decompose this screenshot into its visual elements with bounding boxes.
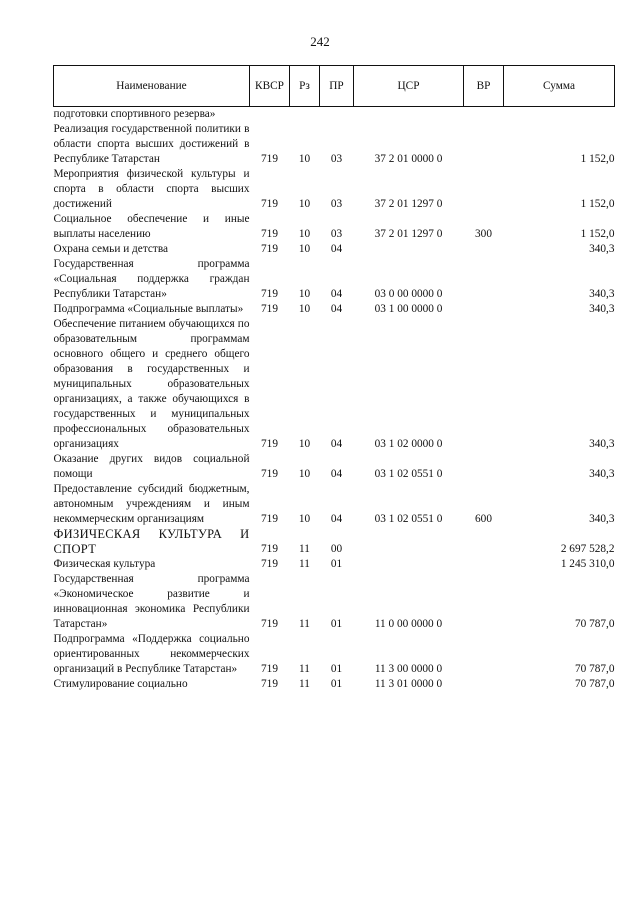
- row-sum: [504, 107, 615, 123]
- row-pr: 03: [330, 198, 343, 210]
- row-rz: 11: [299, 558, 310, 570]
- row-kvsr: 719: [261, 303, 278, 315]
- row-rz: 10: [298, 228, 311, 240]
- table-row: [54, 212, 615, 242]
- row-pr: 04: [330, 513, 343, 525]
- row-pr: 04: [330, 438, 343, 450]
- table-body: [54, 107, 615, 693]
- row-vr: [464, 317, 504, 452]
- header-name: Наименование: [54, 66, 250, 107]
- header-csr: ЦСР: [354, 66, 464, 107]
- row-name: Подпрограмма «Социальные выплаты»: [53, 303, 244, 315]
- row-kvsr: 719: [261, 468, 278, 480]
- row-vr: [464, 572, 504, 632]
- row-sum: 1 152,0: [580, 153, 615, 165]
- row-name: Государственная программа «Экономическое развитие и инновационная экономика Республики Татарстан»: [53, 573, 250, 630]
- row-rz: 10: [298, 513, 311, 525]
- row-name: Социальное обеспечение и иные выплаты населению: [53, 213, 250, 240]
- row-name: Оказание других видов социальной помощи: [53, 453, 250, 480]
- table-row: [54, 572, 615, 632]
- row-vr: [464, 527, 504, 557]
- row-vr: [464, 677, 504, 692]
- row-csr: 03 1 02 0551 0: [374, 513, 443, 525]
- budget-table: [53, 65, 615, 692]
- row-name: Мероприятия физической культуры и спорта в области спорта высших достижений: [53, 168, 250, 210]
- row-rz: 11: [299, 678, 310, 690]
- table-row: [54, 122, 615, 167]
- row-csr: 11 3 00 0000 0: [374, 663, 443, 675]
- table-row: [54, 632, 615, 677]
- row-pr: 01: [330, 678, 343, 690]
- row-pr: 04: [330, 288, 343, 300]
- row-pr: 00: [330, 543, 343, 555]
- row-rz: 10: [298, 153, 311, 165]
- row-vr: [464, 122, 504, 167]
- table-row: [54, 242, 615, 257]
- row-csr: 03 1 00 0000 0: [374, 303, 443, 315]
- row-name: Государственная программа «Социальная поддержка граждан Республики Татарстан»: [53, 258, 250, 300]
- table-row: [54, 482, 615, 527]
- row-csr: 37 2 01 0000 0: [374, 153, 443, 165]
- row-vr: [464, 242, 504, 257]
- header-pr: ПР: [320, 66, 354, 107]
- row-vr: [464, 302, 504, 317]
- row-name: Охрана семьи и детства: [53, 243, 169, 255]
- row-sum: 1 152,0: [580, 228, 615, 240]
- row-pr: 01: [330, 663, 343, 675]
- row-kvsr: 719: [261, 618, 278, 630]
- row-csr: [354, 557, 464, 572]
- row-pr: 03: [330, 153, 343, 165]
- row-kvsr: 719: [261, 678, 278, 690]
- table-row: [54, 257, 615, 302]
- row-csr: 11 3 01 0000 0: [374, 678, 443, 690]
- row-kvsr: 719: [261, 663, 278, 675]
- row-name: Реализация государственной политики в области спорта высших достижений в Республике Татарстан: [53, 123, 250, 165]
- row-vr: [464, 452, 504, 482]
- table-row: [54, 452, 615, 482]
- row-csr: 03 0 00 0000 0: [374, 288, 443, 300]
- row-csr: 03 1 02 0551 0: [374, 468, 443, 480]
- row-kvsr: 719: [261, 513, 278, 525]
- row-vr: [464, 107, 504, 123]
- table-row: [54, 527, 615, 557]
- row-name: Предоставление субсидий бюджетным, автономным учреждениям и иным некоммерческим организациям: [53, 483, 250, 525]
- row-name: ФИЗИЧЕСКАЯ КУЛЬТУРА И СПОРТ: [53, 527, 250, 556]
- row-pr: 04: [330, 303, 343, 315]
- row-rz: 10: [298, 303, 311, 315]
- row-kvsr: 719: [261, 153, 278, 165]
- table-row: [54, 107, 615, 123]
- row-rz: 11: [299, 618, 310, 630]
- table-row: [54, 302, 615, 317]
- row-csr: [354, 527, 464, 557]
- header-sum: Сумма: [504, 66, 615, 107]
- row-name: Физическая культура: [53, 558, 156, 570]
- row-name: Стимулирование социально: [53, 678, 188, 690]
- row-csr: [354, 242, 464, 257]
- row-vr: 600: [475, 513, 492, 525]
- row-sum: 1 245 310,0: [560, 558, 615, 570]
- row-sum: 70 787,0: [574, 663, 615, 675]
- row-rz: 10: [298, 468, 311, 480]
- row-pr: 01: [330, 558, 343, 570]
- row-pr: 04: [330, 468, 343, 480]
- row-csr: 37 2 01 1297 0: [374, 198, 443, 210]
- row-pr: 04: [330, 243, 343, 255]
- row-sum: 340,3: [589, 438, 615, 450]
- row-rz: 10: [298, 198, 311, 210]
- row-rz: 10: [298, 288, 311, 300]
- row-csr: 37 2 01 1297 0: [374, 228, 443, 240]
- row-kvsr: 719: [261, 558, 278, 570]
- row-sum: 70 787,0: [574, 618, 615, 630]
- row-rz: 10: [298, 438, 311, 450]
- row-rz: 11: [299, 663, 310, 675]
- row-pr: 01: [330, 618, 343, 630]
- row-kvsr: [250, 107, 290, 123]
- row-vr: [464, 257, 504, 302]
- table-row: [54, 557, 615, 572]
- row-sum: 340,3: [589, 468, 615, 480]
- row-name: Обеспечение питанием обучающихся по образовательным программам основного общего и среднего общего образования в государственных и муниципальных образовательных организациях, а также обучающихся в государственных и муниципальных профессиональных образовательных организациях: [53, 318, 250, 450]
- row-sum: 340,3: [589, 303, 615, 315]
- row-rz: [290, 107, 320, 123]
- header-rz: Рз: [290, 66, 320, 107]
- row-vr: [464, 632, 504, 677]
- row-vr: [464, 167, 504, 212]
- row-sum: 340,3: [589, 513, 615, 525]
- row-rz: 11: [299, 543, 310, 555]
- row-sum: 1 152,0: [580, 198, 615, 210]
- row-kvsr: 719: [261, 243, 278, 255]
- row-kvsr: 719: [261, 198, 278, 210]
- row-sum: 2 697 528,2: [560, 543, 615, 555]
- row-pr: 03: [330, 228, 343, 240]
- row-sum: 340,3: [589, 288, 615, 300]
- row-csr: 11 0 00 0000 0: [374, 618, 443, 630]
- row-kvsr: 719: [261, 228, 278, 240]
- row-pr: [320, 107, 354, 123]
- page-number: 242: [310, 34, 330, 49]
- row-csr: 03 1 02 0000 0: [374, 438, 443, 450]
- row-name: подготовки спортивного резерва»: [53, 108, 216, 120]
- table-row: [54, 317, 615, 452]
- row-kvsr: 719: [261, 288, 278, 300]
- header-kvsr: КВСР: [250, 66, 290, 107]
- row-kvsr: 719: [261, 438, 278, 450]
- header-vr: ВР: [464, 66, 504, 107]
- row-kvsr: 719: [261, 543, 278, 555]
- table-row: [54, 167, 615, 212]
- row-name: Подпрограмма «Поддержка социально ориентированных некоммерческих организаций в Республике Татарстан»: [53, 633, 250, 675]
- table-header-row: [54, 66, 615, 107]
- row-sum: 70 787,0: [574, 678, 615, 690]
- row-vr: [464, 557, 504, 572]
- row-vr: 300: [475, 228, 492, 240]
- row-csr: [354, 107, 464, 123]
- table-row: [54, 677, 615, 692]
- row-rz: 10: [298, 243, 311, 255]
- row-sum: 340,3: [589, 243, 615, 255]
